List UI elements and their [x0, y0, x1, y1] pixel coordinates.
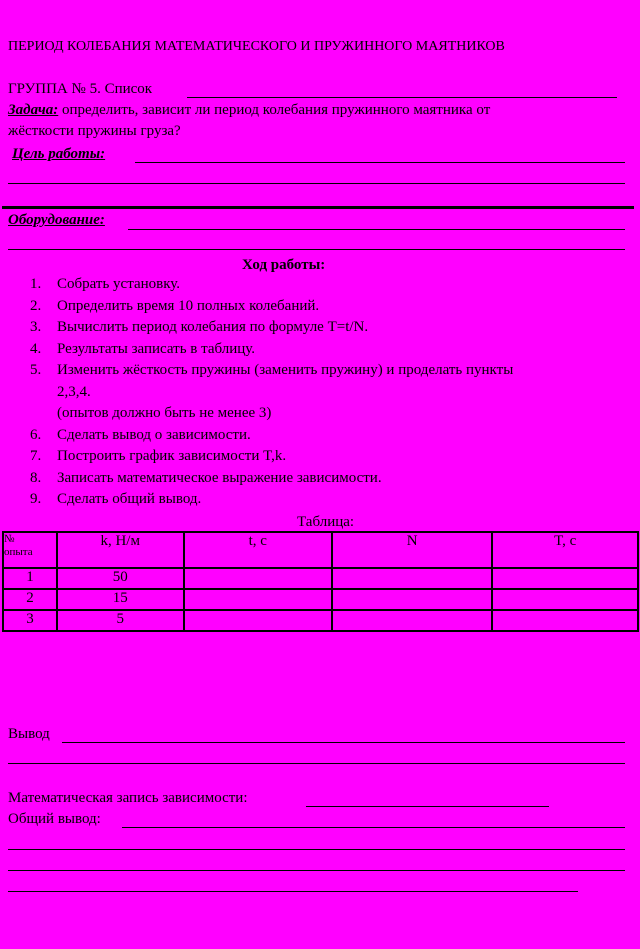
section-divider [2, 206, 634, 209]
step-text: Изменить жёсткость пружины (заменить пружину) и проделать пункты [57, 362, 514, 378]
cell-t[interactable] [184, 589, 332, 610]
cell-period[interactable] [492, 610, 638, 631]
step-number: 7. [30, 448, 42, 464]
equipment-label-text: Оборудование: [8, 212, 105, 228]
step-item [0, 425, 640, 447]
step-number: 6. [30, 426, 42, 443]
header-t: t, c [184, 532, 332, 568]
step-note: (опытов должно быть не менее 3) [57, 405, 272, 421]
header-no-top: № [4, 533, 15, 545]
step-text: Построить график зависимости T,k. [57, 448, 287, 464]
procedure-steps [0, 274, 640, 511]
cell-n[interactable] [332, 610, 492, 631]
header-k: k, Н/м [57, 532, 184, 568]
procedure-heading: Ход работы: [242, 257, 326, 273]
step-text: Собрать установку. [57, 276, 181, 292]
results-table [2, 531, 639, 632]
cell-period[interactable] [492, 589, 638, 610]
equipment-blank-line-2 [8, 249, 625, 250]
step-number: 2. [30, 297, 42, 314]
step-text: Записать математическое выражение зависимости. [57, 469, 382, 486]
step-text: Сделать общий вывод. [57, 491, 202, 507]
header-experiment-no [3, 532, 57, 568]
step-item [0, 468, 640, 490]
cell-t[interactable] [184, 610, 332, 631]
step-item [0, 446, 640, 468]
cell-no: 3 [3, 610, 57, 631]
general-conclusion-blank-line-2 [8, 849, 625, 850]
table-row [3, 589, 638, 610]
step-text: Результаты записать в таблицу. [57, 340, 256, 357]
step-item [0, 296, 640, 318]
goal-blank-line-2 [8, 183, 625, 184]
table-row [3, 610, 638, 631]
step-item [0, 317, 640, 339]
cell-k: 50 [57, 568, 184, 589]
equipment-blank-line-1 [128, 229, 625, 230]
goal-label [12, 145, 105, 163]
general-conclusion-blank-line-1 [122, 827, 625, 828]
goal-label-text: Цель работы: [12, 146, 106, 162]
group-blank-line [187, 97, 617, 98]
cell-k: 5 [57, 610, 184, 631]
conclusion-blank-line-2 [8, 763, 625, 764]
step-number: 5. [30, 362, 42, 378]
math-record-label: Математическая запись зависимости: [8, 790, 248, 806]
step-number: 4. [30, 340, 42, 357]
task-label: Задача: [8, 102, 59, 118]
step-text-continued: 2,3,4. [57, 383, 91, 400]
step-number: 8. [30, 469, 42, 486]
goal-blank-line-1 [135, 162, 625, 163]
cell-n[interactable] [332, 589, 492, 610]
step-number: 9. [30, 491, 42, 507]
step-item [0, 489, 640, 511]
general-conclusion-label: Общий вывод: [8, 811, 101, 827]
table-caption: Таблица: [297, 514, 355, 530]
step-text: Вычислить период колебания по формуле T=t/N. [57, 319, 369, 335]
step-item [0, 339, 640, 361]
step-item [0, 274, 640, 296]
cell-k: 15 [57, 589, 184, 610]
general-conclusion-blank-line-4 [8, 891, 578, 892]
header-period: T, c [492, 532, 638, 568]
cell-n[interactable] [332, 568, 492, 589]
step-text: Сделать вывод о зависимости. [57, 426, 251, 443]
task-text-1: определить, зависит ли период колебания пружинного маятника от [58, 102, 491, 118]
header-n: N [332, 532, 492, 568]
cell-no: 1 [3, 568, 57, 589]
conclusion-label: Вывод [8, 726, 50, 742]
group-label: ГРУППА № 5. Список [8, 81, 153, 97]
task-line-1 [8, 101, 490, 119]
math-record-blank-line [306, 806, 549, 807]
cell-period[interactable] [492, 568, 638, 589]
step-number: 1. [30, 276, 42, 292]
cell-t[interactable] [184, 568, 332, 589]
step-text: Определить время 10 полных колебаний. [57, 297, 320, 314]
table-row [3, 568, 638, 589]
cell-no: 2 [3, 589, 57, 610]
step-number: 3. [30, 319, 42, 335]
page-title: ПЕРИОД КОЛЕБАНИЯ МАТЕМАТИЧЕСКОГО И ПРУЖИННОГО МАЯТНИКОВ [8, 39, 505, 54]
equipment-label [8, 211, 105, 229]
header-no-bottom: опыта [4, 546, 33, 558]
table-header-row [3, 532, 638, 568]
step-item [0, 360, 640, 425]
task-text-2: жёсткости пружины груза? [8, 123, 181, 139]
general-conclusion-blank-line-3 [8, 870, 625, 871]
conclusion-blank-line-1 [62, 742, 625, 743]
